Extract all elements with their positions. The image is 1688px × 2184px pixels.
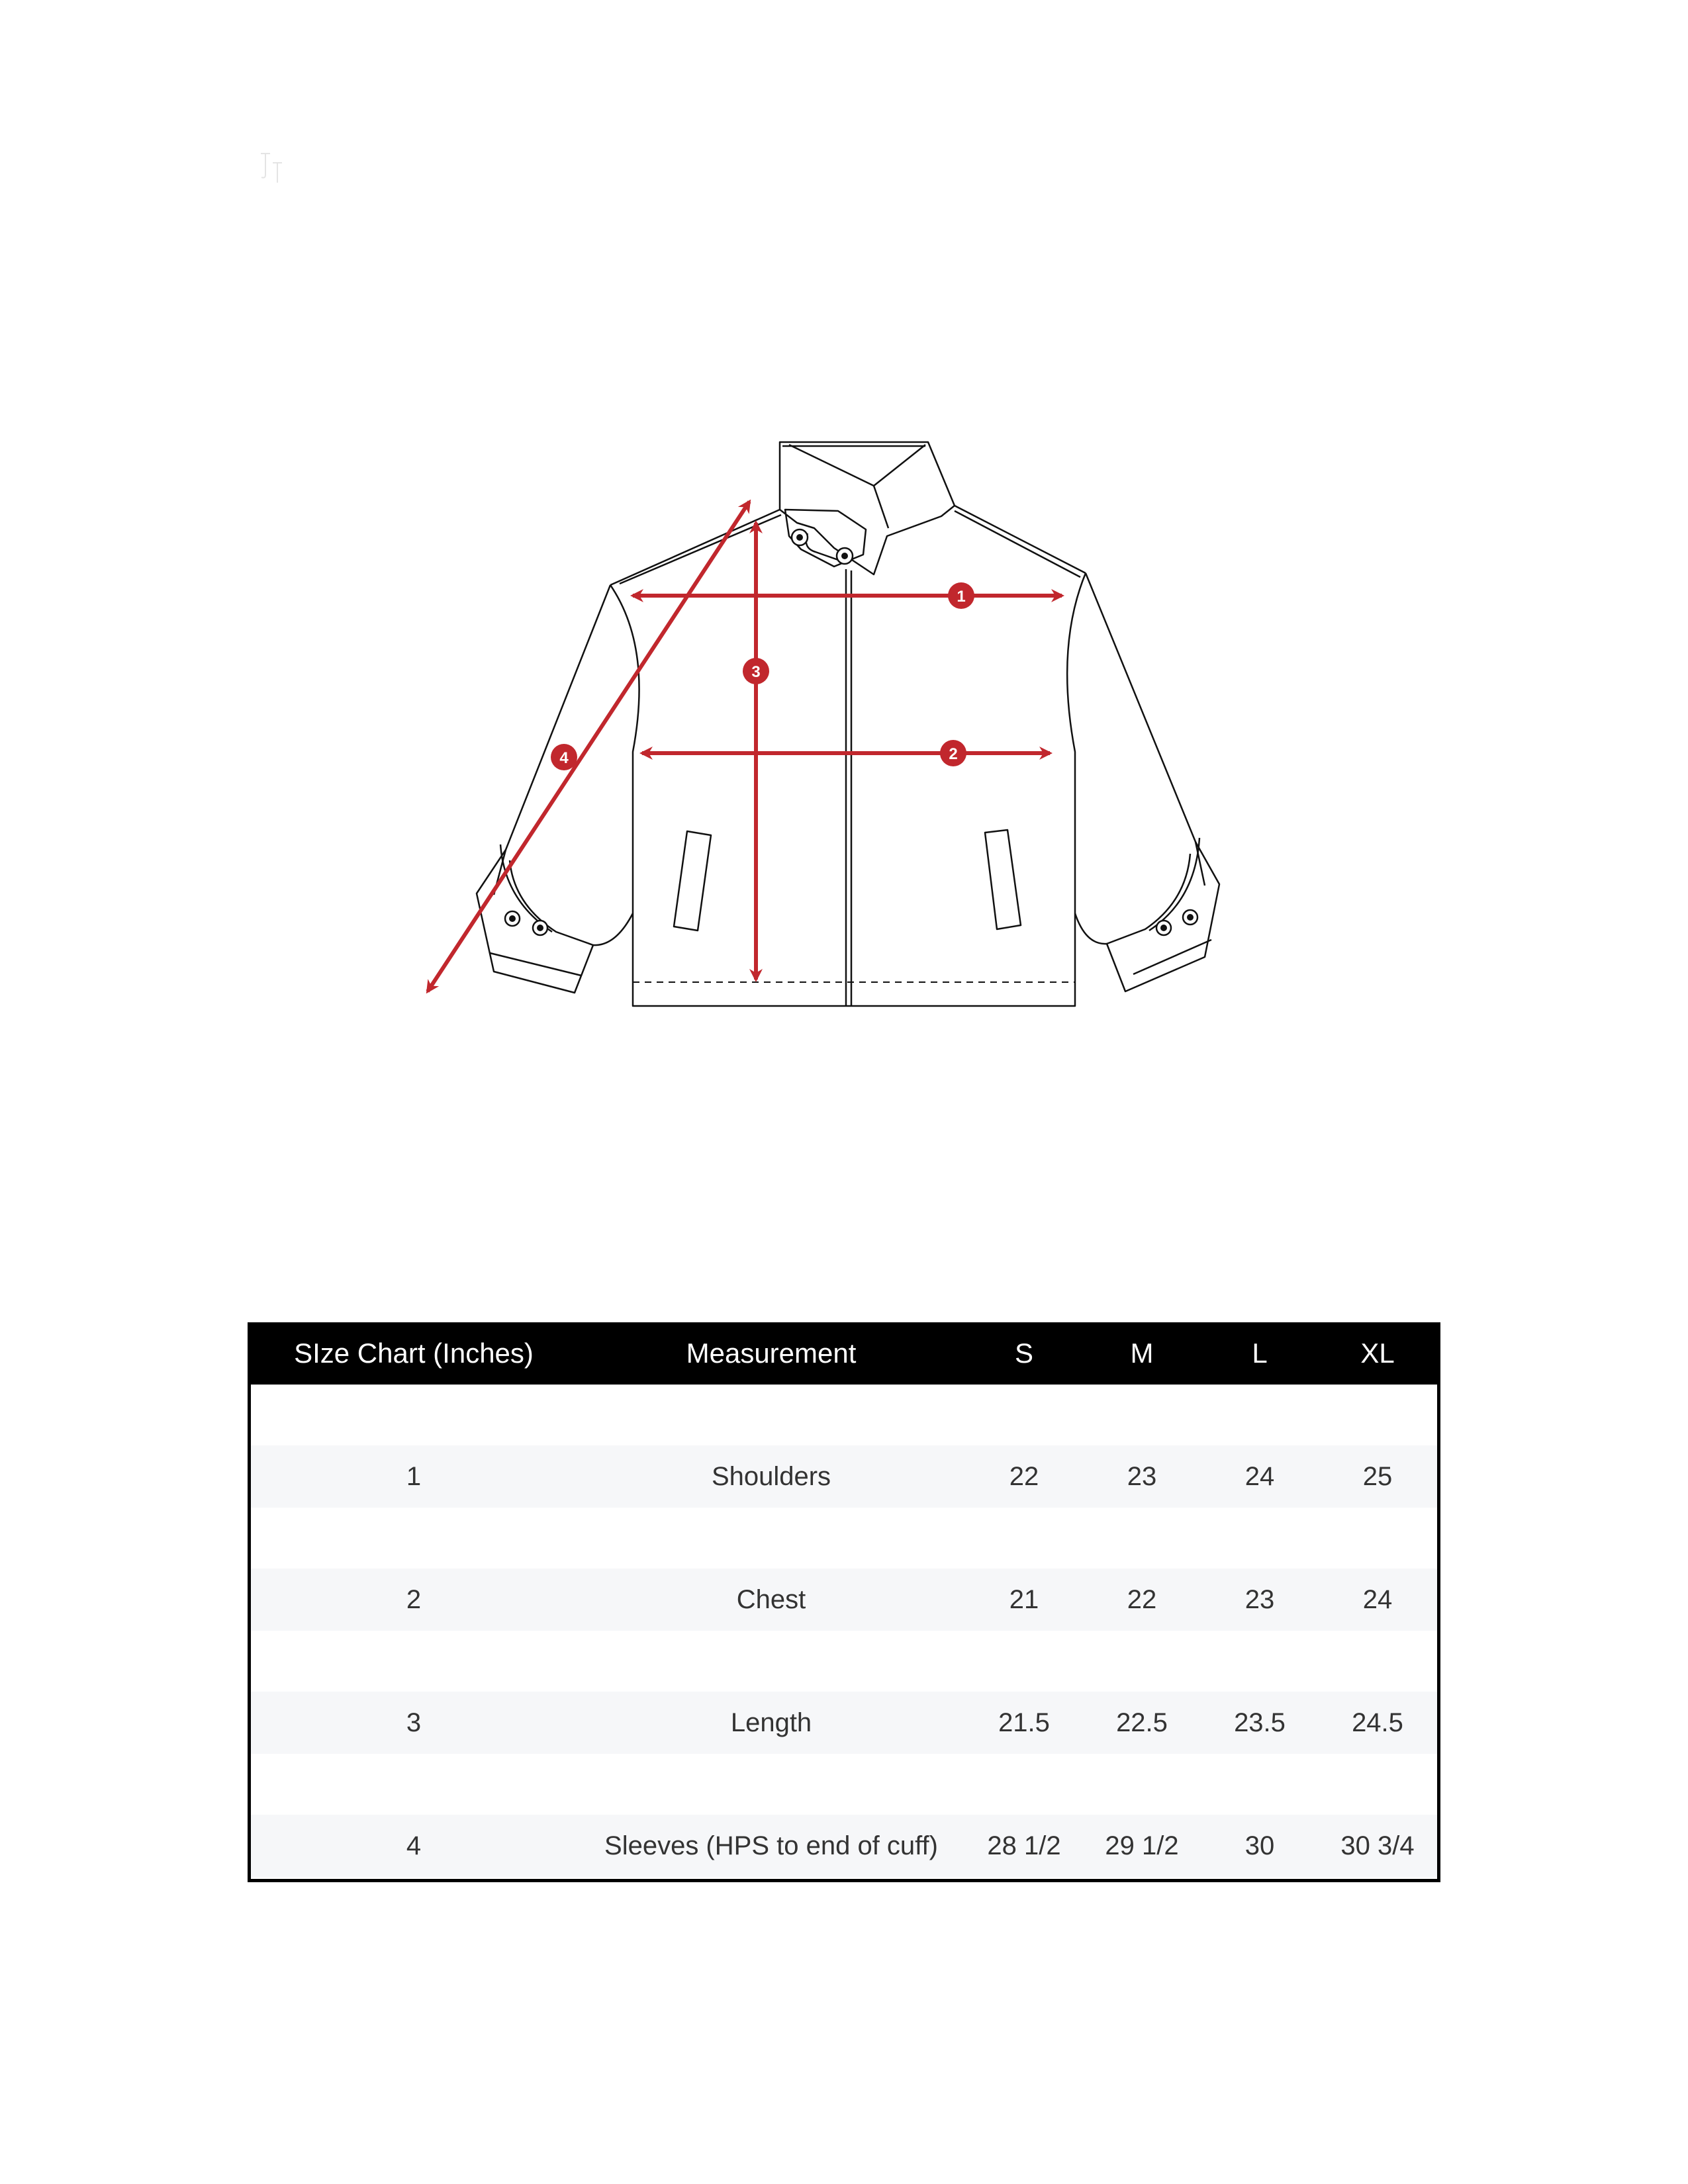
row-value-l: 30: [1201, 1815, 1318, 1877]
header-xl: XL: [1318, 1322, 1437, 1385]
row-value-l: 23.5: [1201, 1692, 1318, 1754]
row-measurement: Shoulders: [577, 1445, 966, 1508]
row-value-xl: 24: [1318, 1569, 1437, 1631]
row-value-xl: 30 3/4: [1318, 1815, 1437, 1877]
header-s: S: [966, 1322, 1082, 1385]
table-row: [251, 1569, 1437, 1631]
row-value-xl: 24.5: [1318, 1692, 1437, 1754]
size-chart-table: [248, 1322, 1440, 1882]
jacket-outline: [477, 442, 1219, 1006]
marker-4: [551, 744, 577, 770]
svg-text:4: 4: [559, 749, 569, 767]
row-id: 1: [251, 1445, 577, 1508]
table-row: [251, 1445, 1437, 1508]
svg-text:2: 2: [949, 745, 958, 763]
marker-3: [743, 658, 769, 684]
marker-2: [940, 740, 966, 766]
row-value-m: 29 1/2: [1082, 1815, 1201, 1877]
measurement-arrows: [428, 502, 1062, 991]
row-value-s: 21: [966, 1569, 1082, 1631]
header-measurement: Measurement: [577, 1322, 966, 1385]
table-row: [251, 1815, 1437, 1877]
row-value-s: 22: [966, 1445, 1082, 1508]
table-row: [251, 1692, 1437, 1754]
row-value-m: 23: [1082, 1445, 1201, 1508]
header-size-chart: SIze Chart (Inches): [251, 1322, 577, 1385]
header-m: M: [1082, 1322, 1201, 1385]
logo-mark: [254, 148, 294, 188]
row-value-s: 28 1/2: [966, 1815, 1082, 1877]
row-value-m: 22: [1082, 1569, 1201, 1631]
row-value-xl: 25: [1318, 1445, 1437, 1508]
row-value-l: 24: [1201, 1445, 1318, 1508]
header-l: L: [1201, 1322, 1318, 1385]
svg-text:1: 1: [957, 588, 966, 606]
row-id: 3: [251, 1692, 577, 1754]
row-value-l: 23: [1201, 1569, 1318, 1631]
jacket-diagram: [410, 437, 1271, 1072]
table-header-row: [251, 1322, 1437, 1385]
sleeve-arrow: [428, 502, 749, 991]
row-id: 2: [251, 1569, 577, 1631]
row-measurement: Chest: [577, 1569, 966, 1631]
row-value-s: 21.5: [966, 1692, 1082, 1754]
row-value-m: 22.5: [1082, 1692, 1201, 1754]
svg-text:3: 3: [751, 663, 761, 681]
row-measurement: Sleeves (HPS to end of cuff): [577, 1815, 966, 1877]
row-measurement: Length: [577, 1692, 966, 1754]
row-id: 4: [251, 1815, 577, 1877]
marker-1: [948, 582, 974, 609]
